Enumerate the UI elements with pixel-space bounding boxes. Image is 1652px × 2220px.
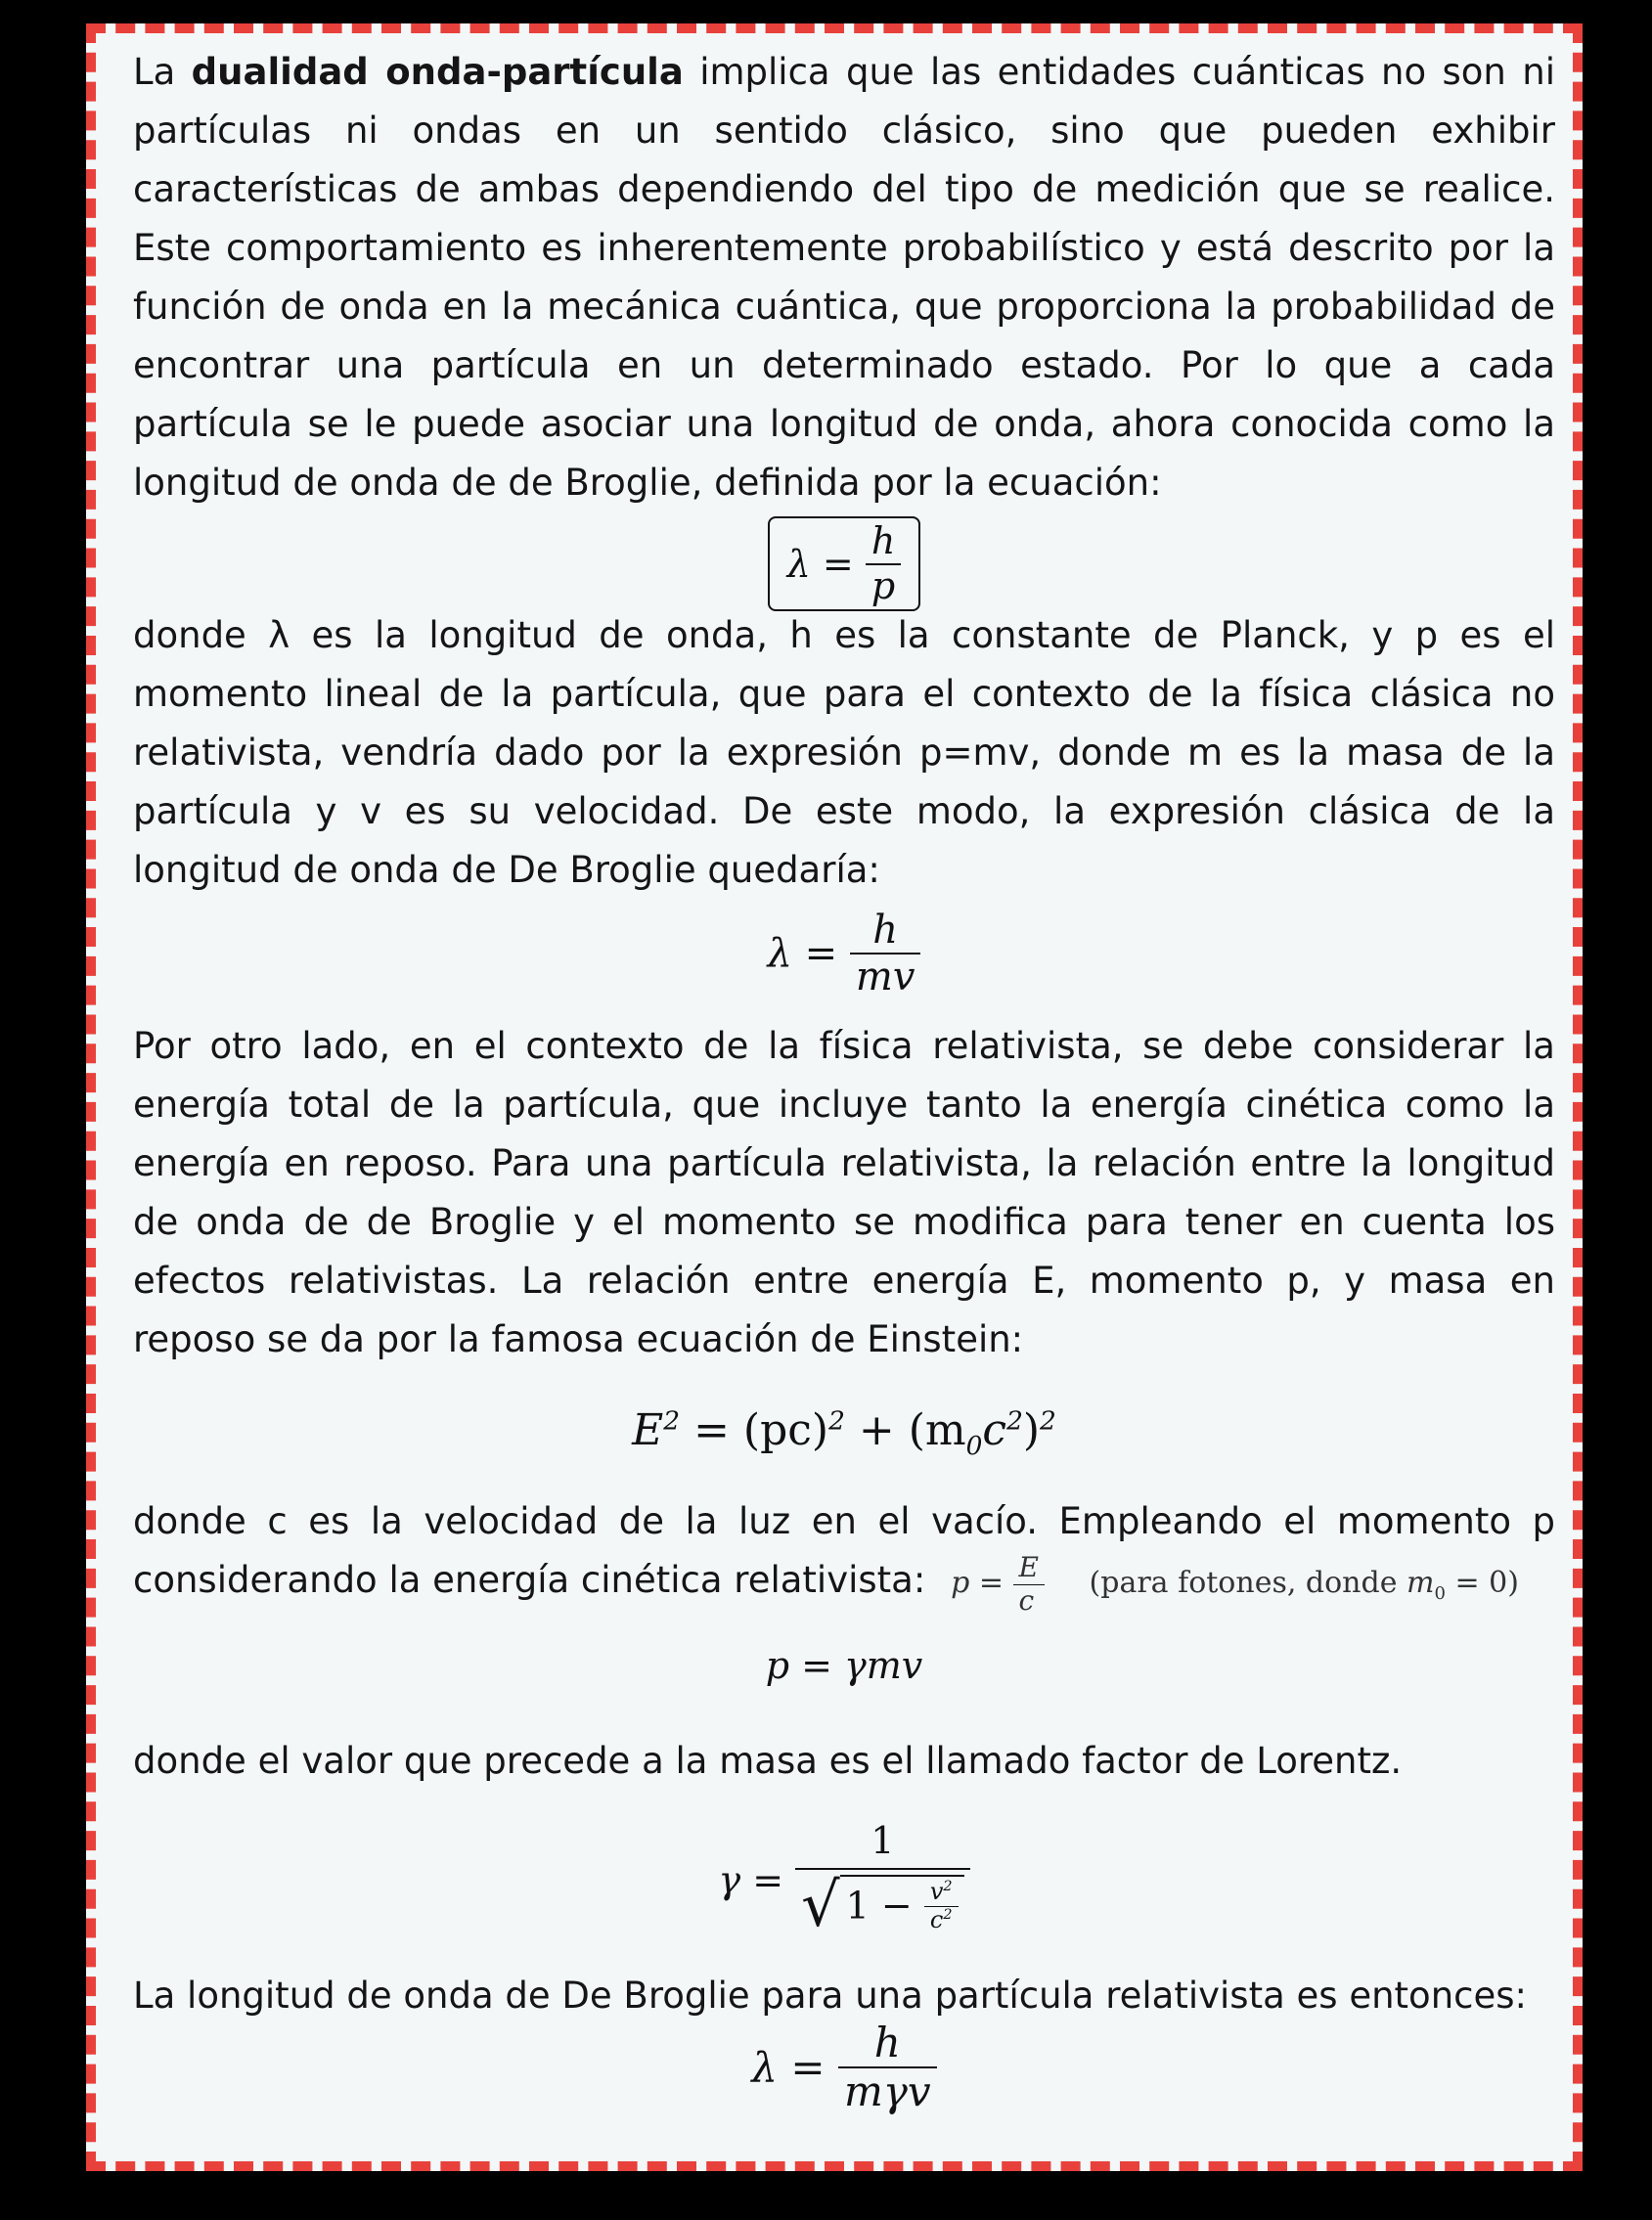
eq3-close: ) [1022,1405,1041,1455]
paragraph-relativistic: Por otro lado, en el contexto de la física relativista, se debe considerar la energía total de la partícula, que incluye tanto la energía cinética como la energía en reposo. Para una partícula relativista, la relación entre la longitud de onda de de Broglie y el momento se modifica para tener en cuenta los efectos relativistas. La relación entre energía E, momento p, y masa en reposo se da por la famosa ecuación de Einstein: [133,1025,1555,1360]
eq6-fraction [838,2020,937,2116]
eq5-fraction [795,1820,969,1940]
eq5-lhs: γ = [718,1858,784,1902]
paragraph-intro [133,43,1555,512]
intro-bold-term: dualidad onda-partícula [191,51,684,93]
equation-momentum: p = γmv [765,1643,923,1687]
eq6-numerator: h [838,2020,937,2068]
inline-m: m [1406,1566,1435,1600]
eq3-sq1: 2 [663,1405,681,1437]
inline-numerator: E [1013,1552,1045,1584]
inline-note: (para fotones, donde [1089,1566,1406,1600]
sqrt-radicand [840,1875,964,1935]
boxed-equation [768,516,921,611]
eq1-fraction [866,520,901,607]
eq2-numerator: h [850,908,921,955]
final-section [133,1967,1555,2115]
eq5-c2 [924,1907,959,1934]
inline-sub0: 0 [1434,1583,1446,1604]
inline-tail: = 0) [1445,1566,1519,1600]
paragraph-light-line1: donde c es la velocidad de la luz en el vacío. Empleando el momento p [133,1500,1555,1542]
eq3-m: + (m [844,1405,966,1455]
eq3-c: c [982,1405,1007,1455]
eq3-sq2: 2 [828,1405,845,1437]
eq3-E: E [632,1405,664,1455]
inline-photon-equation [951,1551,1519,1617]
eq3-pc: = (pc) [680,1405,829,1455]
eq3-sq3: 2 [1006,1405,1023,1437]
intro-rest: implica que las entidades cuánticas no son ni partículas ni ondas en un sentido clásico, sino que pueden exhibir características de ambas dependiendo del tipo de medición que se realice. Este comportamiento es inherentemente probabilístico y está descrito por la función de onda en la mecánica cuántica, que proporciona la probabilidad de encontrar una partícula en un determinado estado. Por lo que a cada partícula se le puede asociar una longitud de onda, ahora conocida como la longitud de onda de de Broglie, definida por la ecuación: [133,51,1555,504]
paragraph-classical: donde λ es la longitud de onda, h es la constante de Planck, y p es el momento lineal de la partícula, que para el contexto de la física clásica no relativista, vendría dado por la expresión p=mv, donde m es la masa de la partícula y v es su velocidad. De este modo, la expresión clásica de la longitud de onda de De Broglie quedaría: [133,614,1555,891]
eq5-numerator: 1 [795,1820,969,1871]
equation-einstein [133,1369,1555,1492]
equation-gamma [133,1791,1555,1967]
eq3-sub0: 0 [965,1430,983,1461]
eq6-denominator: mγv [843,2066,931,2115]
document-content [133,43,1555,2115]
paragraph-lorentz: donde el valor que precede a la masa es el llamado factor de Lorentz. [133,1739,1403,1782]
eq1-numerator: h [866,520,901,565]
eq5-denominator [795,1870,969,1939]
eq6-lhs: λ = [751,2042,826,2091]
eq5-one-minus: 1 − [845,1884,924,1928]
sqrt-symbol: √ 1 − $\frac{v^2}{c^2}$ [801,1870,963,1939]
eq5-vsq: 2 [943,1878,953,1894]
document-page [86,23,1583,2171]
eq2-fraction [850,908,921,999]
eq5-v: v [929,1877,944,1905]
eq3-sq4: 2 [1040,1405,1056,1437]
eq1-denominator: p [871,563,896,607]
equation-debroglie [133,512,1555,610]
intro-prefix: La [133,51,192,93]
paragraph-final: La longitud de onda de De Broglie para una partícula relativista es entonces: [133,1974,1527,2017]
eq5-v2 [924,1879,959,1907]
inline-lhs: p = [951,1566,1004,1600]
eq2-denominator: mv [855,955,915,999]
equation-relativistic [133,2020,1555,2116]
eq5-csq: 2 [943,1906,953,1923]
inline-fraction [1013,1552,1045,1616]
light-line2-text: considerando la energía cinética relativista: [133,1559,926,1601]
eq2-lhs: λ = [767,931,838,976]
eq5-c: c [929,1905,944,1933]
eq5-v2c2 [924,1879,959,1933]
inline-denominator: c [1018,1583,1035,1617]
paragraph-light-line2 [133,1551,1555,1617]
eq1-lhs: λ = [786,542,854,586]
equation-classical [133,900,1555,1017]
